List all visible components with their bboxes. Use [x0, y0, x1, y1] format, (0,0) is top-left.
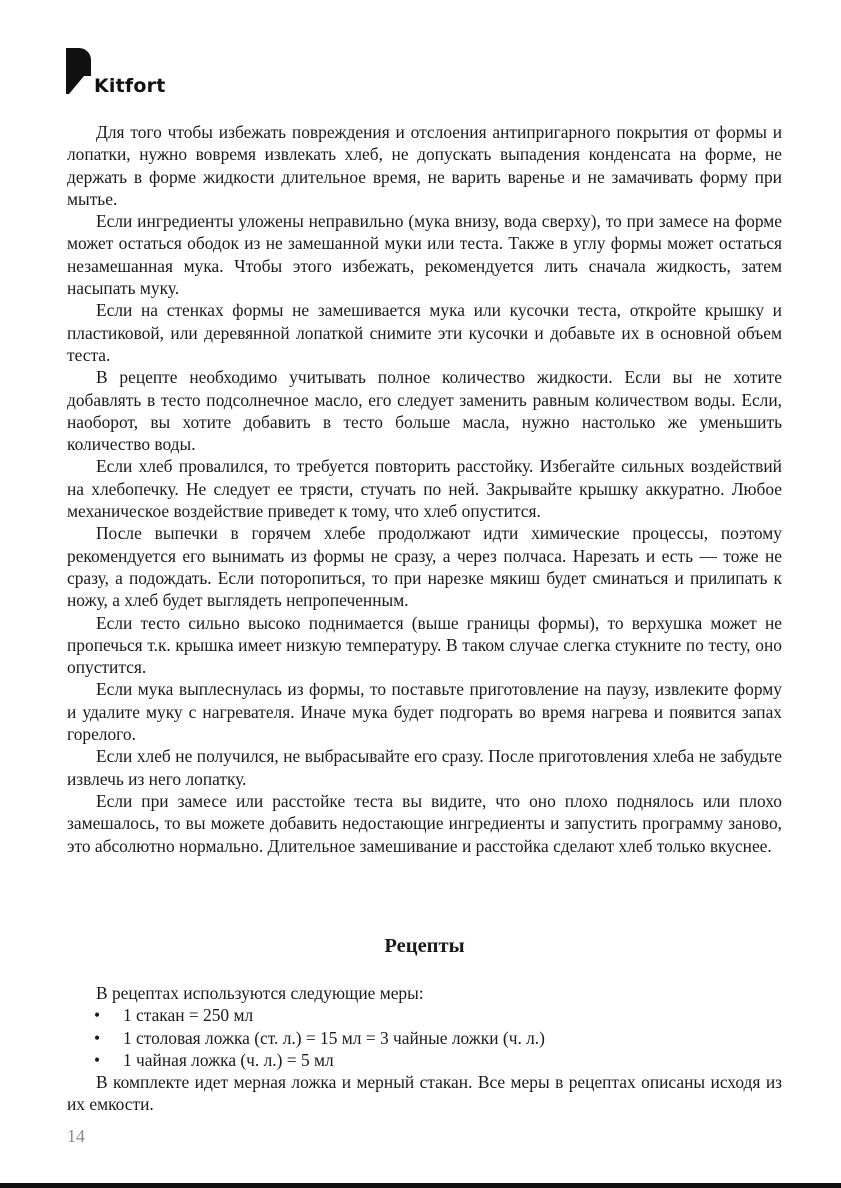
measure-text: 1 стакан = 250 мл	[123, 1005, 254, 1026]
measure-text: 1 столовая ложка (ст. л.) = 15 мл = 3 чайные ложки (ч. л.)	[123, 1027, 545, 1048]
paragraph: Если хлеб провалился, то требуется повторить расстойку. Избегайте сильных воздействий на хлебопечку. Не следует ее трясти, стучать по ней. Закрывайте крышку аккуратно. Любое механическое воздействие приведет к тому, что хлеб опустится.	[67, 456, 782, 522]
bottom-rule	[0, 1183, 841, 1188]
list-item	[67, 1004, 782, 1026]
paragraph: Если при замесе или расстойке теста вы видите, что оно плохо поднялось или плохо замешалось, то вы можете добавить недостающие ингредиенты и запустить программу заново, это абсолютно нормально. Длительное замешивание и расстойка сделают хлеб только вкуснее.	[67, 790, 782, 856]
list-item	[67, 1027, 782, 1049]
paragraph: Если мука выплеснулась из формы, то поставьте приготовление на паузу, извлеките форму и удалите муку с нагревателя. Иначе мука будет подгорать во время нагрева и появится запах горелого.	[67, 679, 782, 745]
paragraph: После выпечки в горячем хлебе продолжают идти химические процессы, поэтому рекомендуется его вынимать из формы не сразу, а через полчаса. Нарезать и есть — тоже не сразу, а подождать. Если поторопиться, то при нарезке мякиш будет сминаться и прилипать к ножу, а хлеб будет выглядеть непропеченным.	[67, 523, 782, 611]
section-title-recipes: Рецепты	[384, 935, 465, 957]
bullet-icon: •	[94, 1005, 101, 1026]
bullet-icon: •	[94, 1027, 101, 1048]
recipes-closing: В комплекте идет мерная ложка и мерный стакан. Все меры в рецептах описаны исходя из их емкости.	[67, 1072, 782, 1115]
list-item	[67, 1049, 782, 1071]
measures-list	[67, 1004, 782, 1071]
paragraph: Если тесто сильно высоко поднимается (выше границы формы), то верхушка может не пропечься т.к. крышка имеет низкую температуру. В таком случае слегка стукните по тесту, оно опустится.	[67, 612, 782, 678]
kitfort-flag-icon	[66, 48, 91, 94]
paragraph: Для того чтобы избежать повреждения и отслоения антипригарного покрытия от формы и лопатки, нужно вовремя извлекать хлеб, не допускать выпадения конденсата на форме, не держать в форме жидкости длительное время, не варить варенье и не замачивать форму при мытье.	[67, 122, 782, 209]
paragraph: В рецепте необходимо учитывать полное количество жидкости. Если вы не хотите добавлять в тесто подсолнечное масло, его следует заменить равным количеством воды. Если, наоборот, вы хотите добавить в тесто больше масла, нужно настолько же уменьшить количество воды.	[67, 367, 782, 455]
measure-text: 1 чайная ложка (ч. л.) = 5 мл	[123, 1049, 334, 1070]
body-text	[67, 121, 782, 857]
page-number: 14	[67, 1126, 85, 1146]
recipes-section	[67, 982, 782, 1116]
kitfort-logo	[66, 48, 186, 100]
paragraph: Если ингредиенты уложены неправильно (мука внизу, вода сверху), то при замесе на форме может остаться ободок из не замешанной муки или теста. Также в углу формы может остаться незамешанная мука. Чтобы этого избежать, рекомендуется лить сначала жидкость, затем насыпать муку.	[67, 211, 782, 299]
kitfort-logo-text: Kitfort	[94, 75, 166, 97]
recipes-intro: В рецептах используются следующие меры:	[96, 983, 424, 1003]
bullet-icon: •	[94, 1049, 101, 1070]
paragraph: Если хлеб не получился, не выбрасывайте его сразу. После приготовления хлеба не забудьте извлечь из него лопатку.	[67, 746, 782, 789]
paragraph: Если на стенках формы не замешивается мука или кусочки теста, откройте крышку и пластиковой, или деревянной лопаткой снимите эти кусочки и добавьте их в основной объем теста.	[67, 300, 782, 365]
